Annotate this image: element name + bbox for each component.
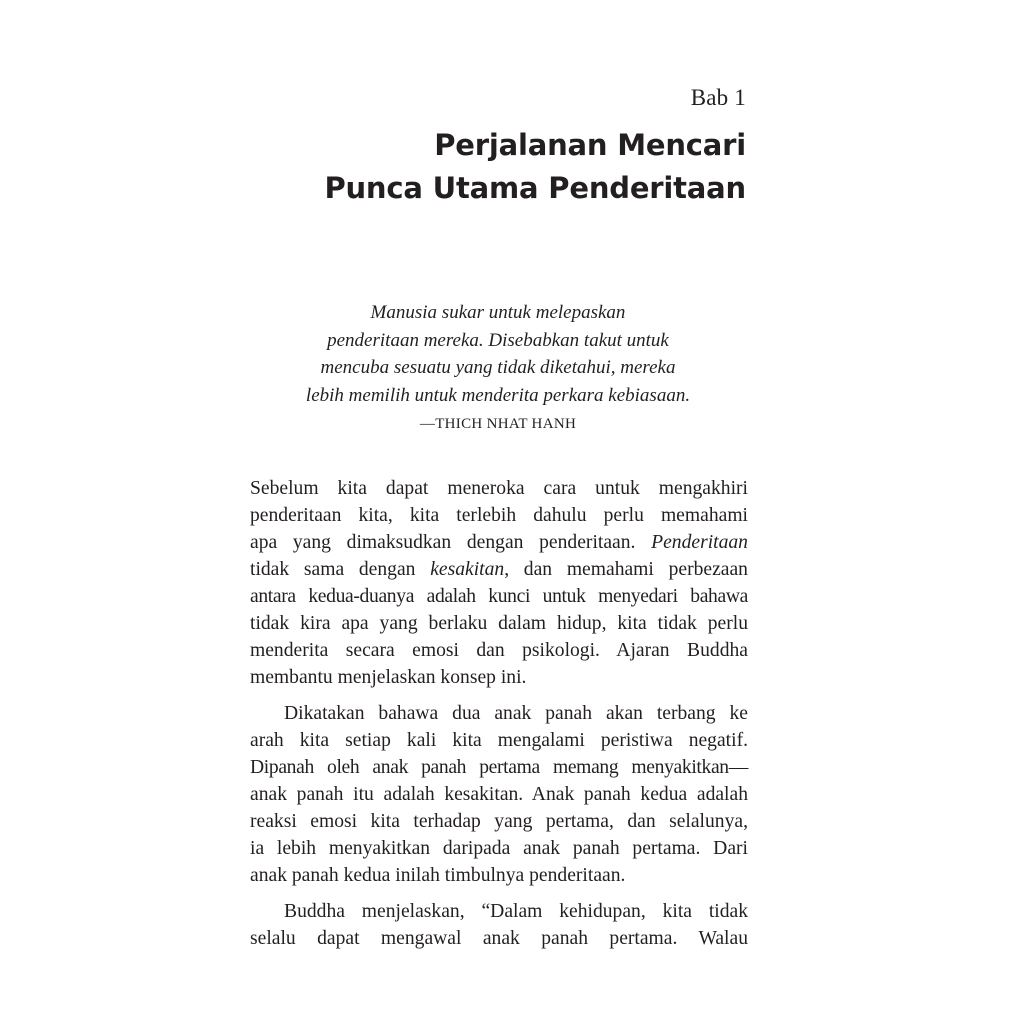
text-line <box>250 529 748 556</box>
epigraph-attribution: —THICH NHAT HANH <box>419 416 577 432</box>
epigraph-quote <box>250 299 746 409</box>
text-run: , dan memahami perbezaan <box>504 559 748 580</box>
text-line: antara kedua-duanya adalah kunci untuk menyedari bahawa <box>250 586 748 607</box>
text-line: ia lebih menyakitkan daripada anak panah pertama. Dari <box>250 838 748 859</box>
text-line: tidak kira apa yang berlaku dalam hidup, kita tidak perlu <box>250 613 748 634</box>
epigraph-line: lebih memilih untuk menderita perkara kebiasaan. <box>305 384 691 406</box>
text-run: apa yang dimaksudkan dengan penderitaan. <box>250 532 636 553</box>
epigraph-line: mencuba sesuatu yang tidak diketahui, mereka <box>320 357 676 378</box>
text-line: Dipanah oleh anak panah pertama memang menyakitkan— <box>250 757 748 778</box>
paragraph <box>250 475 748 691</box>
text-line: arah kita setiap kali kita mengalami peristiwa negatif. <box>250 730 748 751</box>
body-text <box>250 475 748 961</box>
text-line: anak panah itu adalah kesakitan. Anak panah kedua adalah <box>250 784 748 805</box>
paragraph <box>250 898 748 952</box>
text-line: Buddha menjelaskan, “Dalam kehidupan, kita tidak <box>284 901 748 922</box>
chapter-title-line: Perjalanan Mencari <box>434 128 746 162</box>
text-run: tidak sama dengan <box>250 559 416 580</box>
text-line: penderitaan kita, kita terlebih dahulu perlu memahami <box>250 505 748 526</box>
chapter-title-line: Punca Utama Penderitaan <box>324 171 746 205</box>
text-line: reaksi emosi kita terhadap yang pertama, dan selalunya, <box>250 811 748 832</box>
text-line: selalu dapat mengawal anak panah pertama. Walau <box>250 928 748 949</box>
emphasis-kesakitan: kesakitan <box>430 559 505 580</box>
chapter-label: Bab 1 <box>690 85 746 110</box>
text-line: menderita secara emosi dan psikologi. Ajaran Buddha <box>250 640 748 661</box>
text-line: Dikatakan bahawa dua anak panah akan terbang ke <box>284 703 748 724</box>
paragraph <box>250 700 748 889</box>
text-line: anak panah kedua inilah timbulnya penderitaan. <box>250 865 626 886</box>
text-line: Sebelum kita dapat meneroka cara untuk mengakhiri <box>250 478 748 499</box>
chapter-title <box>250 124 746 210</box>
text-line: membantu menjelaskan konsep ini. <box>250 667 527 688</box>
epigraph-line: Manusia sukar untuk melepaskan <box>370 302 626 323</box>
text-line <box>250 556 748 583</box>
emphasis-penderitaan: Penderitaan <box>651 532 748 553</box>
epigraph <box>250 299 746 435</box>
epigraph-line: penderitaan mereka. Disebabkan takut untuk <box>327 329 669 351</box>
